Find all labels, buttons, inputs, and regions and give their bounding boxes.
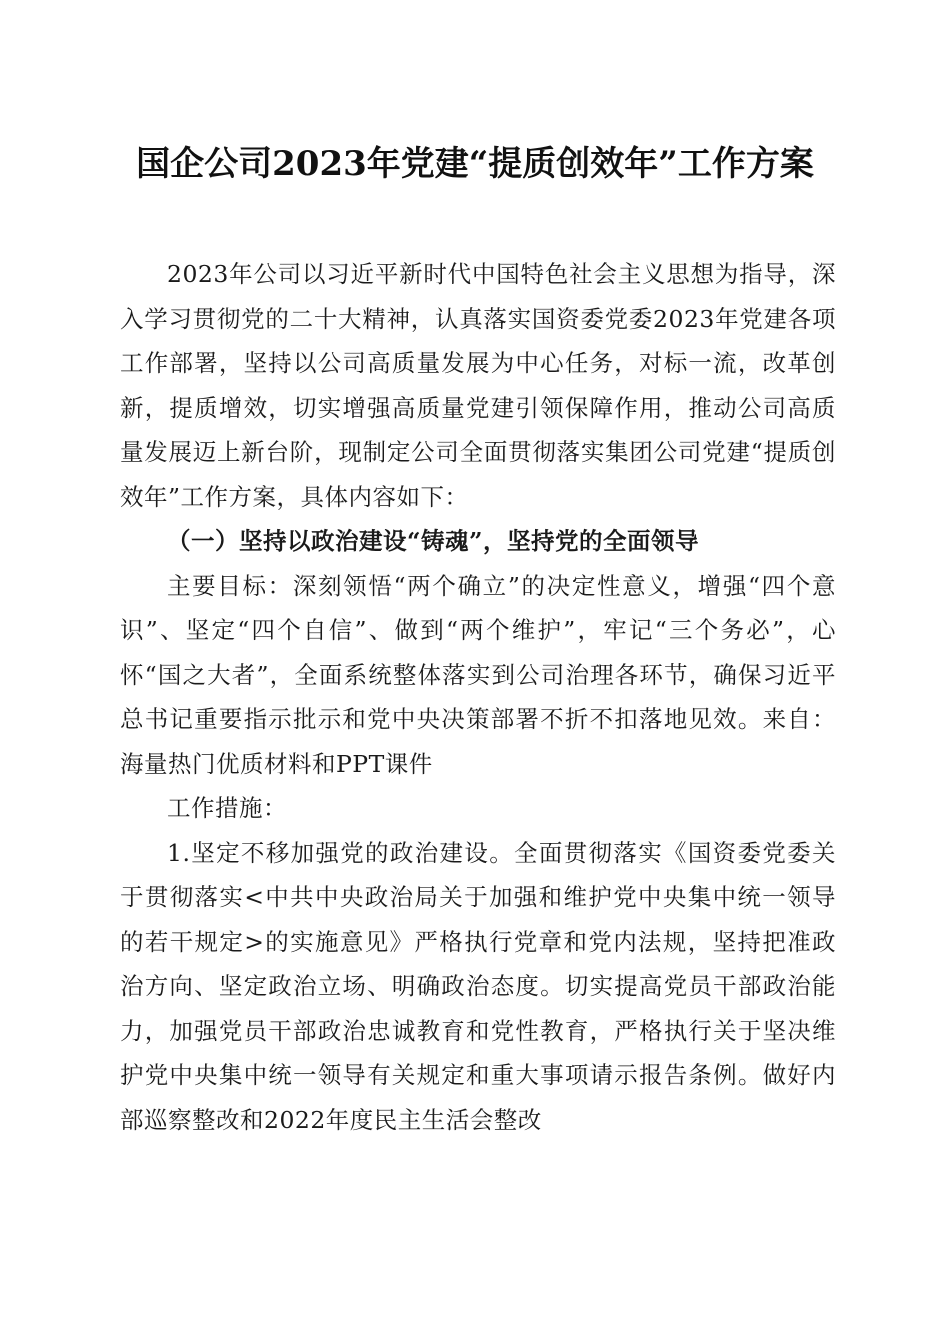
intro-paragraph: 2023年公司以习近平新时代中国特色社会主义思想为指导，深入学习贯彻党的二十大精神，认真落实国资委党委2023年党建各项工作部署，坚持以公司高质量发展为中心任务，对标一流，改革创新，提质增效，切实增强高质量党建引领保障作用，推动公司高质量发展迈上新台阶，现制定公司全面贯彻落实集团公司党建“提质创效年”工作方案，具体内容如下： (120, 260, 836, 511)
document-body (120, 252, 836, 1142)
document-title: 国企公司2023年党建“提质创效年”工作方案 (136, 144, 814, 184)
measures-label: 工作措施： (167, 794, 287, 822)
goals-paragraph: 主要目标：深刻领悟“两个确立”的决定性意义，增强“四个意识”、坚定“四个自信”、做到“两个维护”，牢记“三个务必”，心怀“国之大者”，全面系统整体落实到公司治理各环节，确保习近平总书记重要指示批示和党中央决策部署不折不扣落地见效。来自：海量热门优质材料和PPT课件 (120, 571, 836, 778)
section-1-heading: （一）坚持以政治建设“铸魂”，坚持党的全面领导 (167, 527, 700, 555)
measure-1-paragraph: 1.坚定不移加强党的政治建设。全面贯彻落实《国资委党委关于贯彻落实<中共中央政治局关于加强和维护党中央集中统一领导的若干规定>的实施意见》严格执行党章和党内法规，坚持把准政治方向、坚定政治立场、明确政治态度。切实提高党员干部政治能力，加强党员干部政治忠诚教育和党性教育，严格执行关于坚决维护党中央集中统一领导有关规定和重大事项请示报告条例。做好内部巡察整改和2022年度民主生活会整改 (120, 838, 836, 1134)
